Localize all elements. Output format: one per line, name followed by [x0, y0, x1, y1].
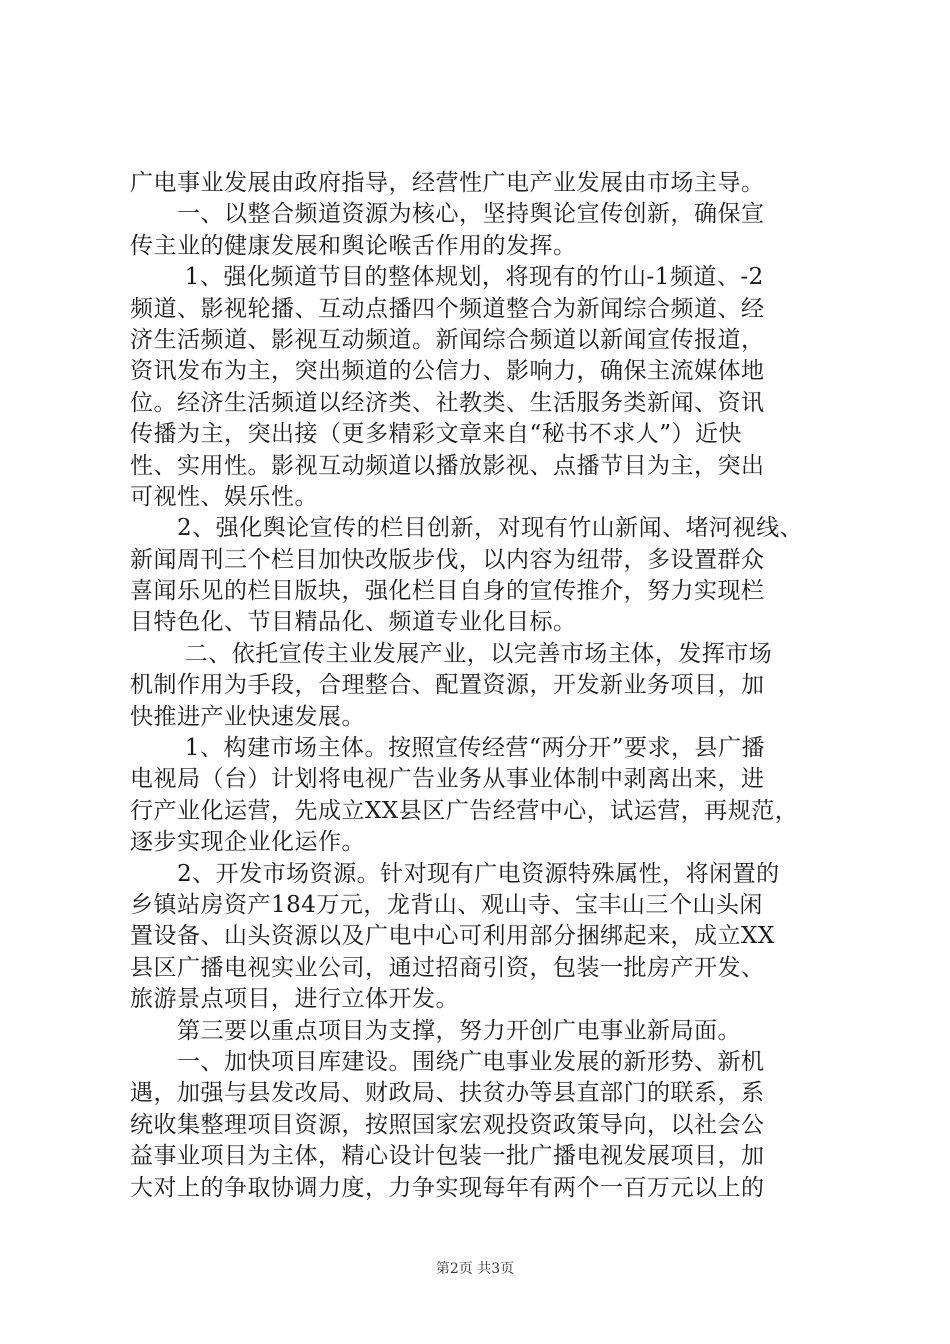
text-line-18: 快推进产业快速发展。: [130, 703, 365, 730]
text-line-9: 传播为主，突出接（更多精彩文章来自“秘书不求人”）近快: [130, 421, 743, 448]
text-line-11: 可视性、娱乐性。: [130, 483, 318, 510]
text-line-4: 1、强化频道节目的整体规划，将现有的竹山-1频道、-2: [130, 264, 764, 291]
text-line-1: 广电事业发展由政府指导，经营性广电产业发展由市场主导。: [130, 170, 765, 196]
text-line-26: 县区广播电视实业公司，通过招商引资，包装一批房产开发、: [130, 954, 765, 981]
text-line-6: 济生活频道、影视互动频道。新闻综合频道以新闻宣传报道，: [130, 326, 765, 353]
text-line-30: 遇，加强与县发改局、财政局、扶贫办等县直部门的联系，系: [130, 1080, 765, 1107]
text-line-27: 旅游景点项目，进行立体开发。: [130, 986, 459, 1013]
text-line-24: 乡镇站房资产184万元，龙背山、观山寺、宝丰山三个山头闲: [130, 891, 763, 918]
text-line-8: 位。经济生活频道以经济类、社教类、生活服务类新闻、资讯: [130, 389, 765, 416]
text-line-14: 喜闻乐见的栏目版块，强化栏目自身的宣传推介，努力实现栏: [130, 578, 765, 605]
text-line-15: 目特色化、节目精品化、频道专业化目标。: [130, 609, 577, 636]
text-line-17: 机制作用为手段，合理整合、配置资源，开发新业务项目，加: [130, 672, 765, 699]
text-line-19: 1、构建市场主体。按照宣传经营“两分开”要求，县广播: [130, 735, 765, 762]
text-line-32: 益事业项目为主体，精心设计包装一批广播电视发展项目，加: [130, 1143, 765, 1170]
page-number-footer: 第2页 共3页: [435, 1261, 515, 1277]
text-line-31: 统收集整理项目资源，按照国家宏观投资政策导向，以社会公: [130, 1111, 765, 1138]
text-line-10: 性、实用性。影视互动频道以播放影视、点播节目为主，突出: [130, 452, 765, 479]
text-line-3: 传主业的健康发展和舆论喉舌作用的发挥。: [130, 232, 577, 259]
text-line-2: 一、以整合频道资源为核心，坚持舆论宣传创新，确保宣: [130, 201, 765, 228]
text-line-22: 逐步实现企业化运作。: [130, 829, 365, 856]
text-line-20: 电视局（台）计划将电视广告业务从事业体制中剥离出来，进: [130, 766, 765, 793]
text-line-28: 第三要以重点项目为支撑，努力开创广电事业新局面。: [130, 1017, 741, 1044]
text-line-23: 2、开发市场资源。针对现有广电资源特殊属性，将闲置的: [130, 860, 780, 887]
text-line-25: 置设备、山头资源以及广电中心可利用部分捆绑起来，成立XX: [130, 923, 775, 950]
body-text: [130, 168, 830, 1204]
text-line-5: 频道、影视轮播、互动点播四个频道整合为新闻综合频道、经: [130, 295, 765, 322]
text-line-16: 二、依托宣传主业发展产业，以完善市场主体，发挥市场: [130, 640, 773, 667]
text-line-12: 2、强化舆论宣传的栏目创新，对现有竹山新闻、堵河视线、: [130, 515, 804, 542]
text-line-29: 一、加快项目库建设。围绕广电事业发展的新形势、新机: [130, 1048, 765, 1075]
text-line-33: 大对上的争取协调力度，力争实现每年有两个一百万元以上的: [130, 1174, 765, 1201]
text-line-7: 资讯发布为主，突出频道的公信力、影响力，确保主流媒体地: [130, 358, 765, 385]
text-line-21: 行产业化运营，先成立XX县区广告经营中心，试运营，再规范，: [130, 797, 799, 824]
text-line-13: 新闻周刊三个栏目加快改版步伐，以内容为纽带，多设置群众: [130, 546, 765, 573]
